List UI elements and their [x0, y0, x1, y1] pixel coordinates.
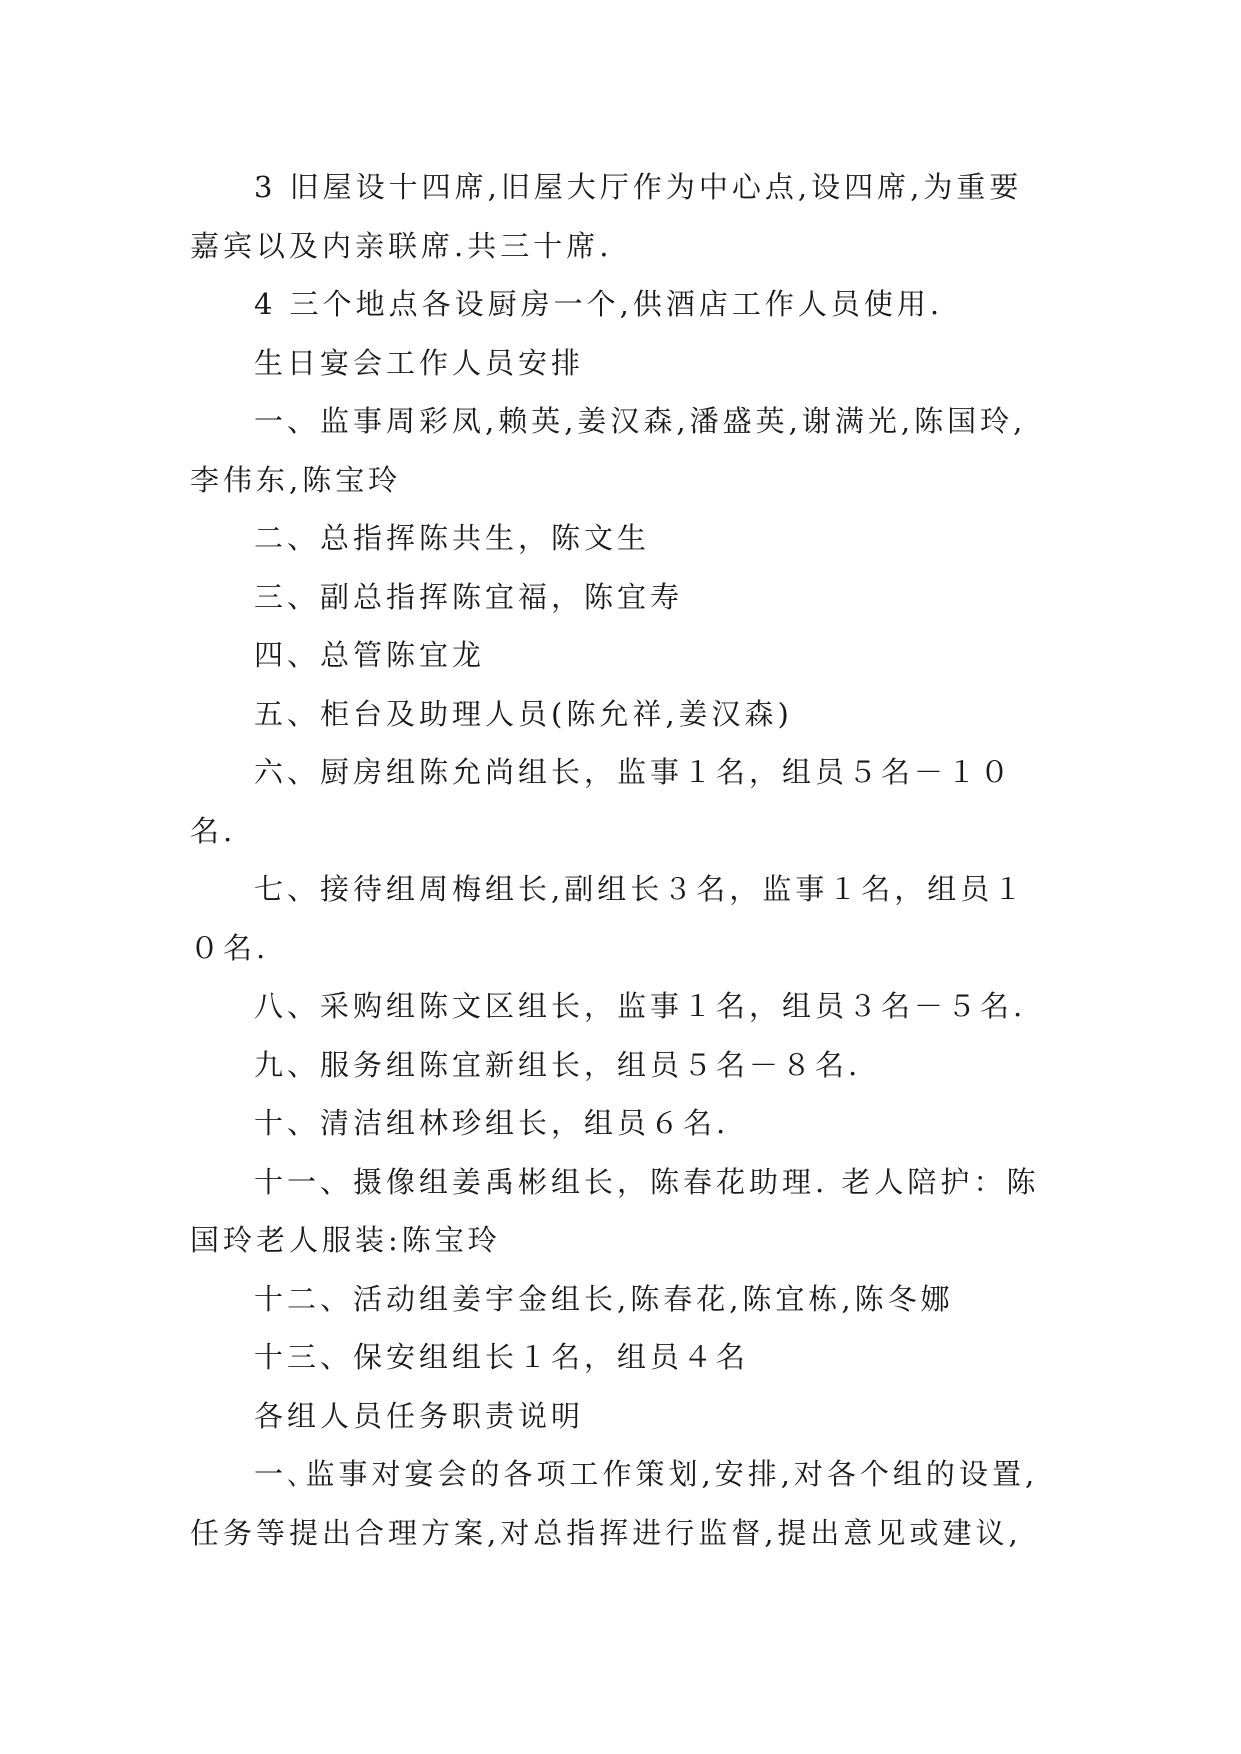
list-item: 二、总指挥陈共生，陈文生 [254, 521, 651, 555]
list-item: 十三、保安组组长１名，组员４名 [254, 1340, 750, 1374]
paragraph-line: 嘉宾以及内亲联席.共三十席. [190, 228, 613, 263]
list-item: 十二、活动组姜宇金组长,陈春花,陈宜栋,陈冬娜 [254, 1281, 954, 1316]
list-item: 十、清洁组林珍组长，组员６名. [254, 1106, 730, 1140]
paragraph-line: 4 三个地点各设厨房一个,供酒店工作人员使用. [254, 287, 944, 321]
list-item: 八、采购组陈文区组长，监事１名，组员３名－５名. [254, 989, 1027, 1023]
list-item: 三、副总指挥陈宜福，陈宜寿 [254, 579, 684, 614]
document-body [190, 158, 1060, 1562]
list-item: 七、接待组周梅组长,副组长３名，监事１名，组员１ [254, 872, 1027, 906]
list-item-continuation: ０名. [190, 930, 270, 965]
list-item: 十一、摄像组姜禹彬组长，陈春花助理. 老人陪护：陈 [254, 1164, 1040, 1199]
list-item: 四、总管陈宜龙 [254, 638, 486, 672]
section-heading: 生日宴会工作人员安排 [254, 345, 585, 380]
section-heading: 各组人员任务职责说明 [254, 1398, 585, 1433]
list-item: 六、厨房组陈允尚组长，监事１名，组员５名－１０ [254, 755, 1014, 789]
list-item: 九、服务组陈宜新组长，组员５名－８名. [254, 1047, 862, 1082]
list-item-continuation: 名. [190, 813, 237, 848]
list-item: 一、监事周彩凤,赖英,姜汉森,潘盛英,谢满光,陈国玲, [254, 404, 1027, 438]
list-item-continuation: 任务等提出合理方案,对总指挥进行监督,提出意见或建议, [190, 1515, 1022, 1550]
list-item-continuation: 国玲老人服装:陈宝玲 [190, 1223, 501, 1257]
list-item: 五、柜台及助理人员(陈允祥,姜汉森) [254, 696, 793, 731]
list-item-continuation: 李伟东,陈宝玲 [190, 462, 402, 497]
list-item: 一､监事对宴会的各项工作策划,安排,对各个组的设置, [254, 1457, 1039, 1491]
paragraph-line: 3 旧屋设十四席,旧屋大厅作为中心点,设四席,为重要 [254, 170, 1023, 204]
